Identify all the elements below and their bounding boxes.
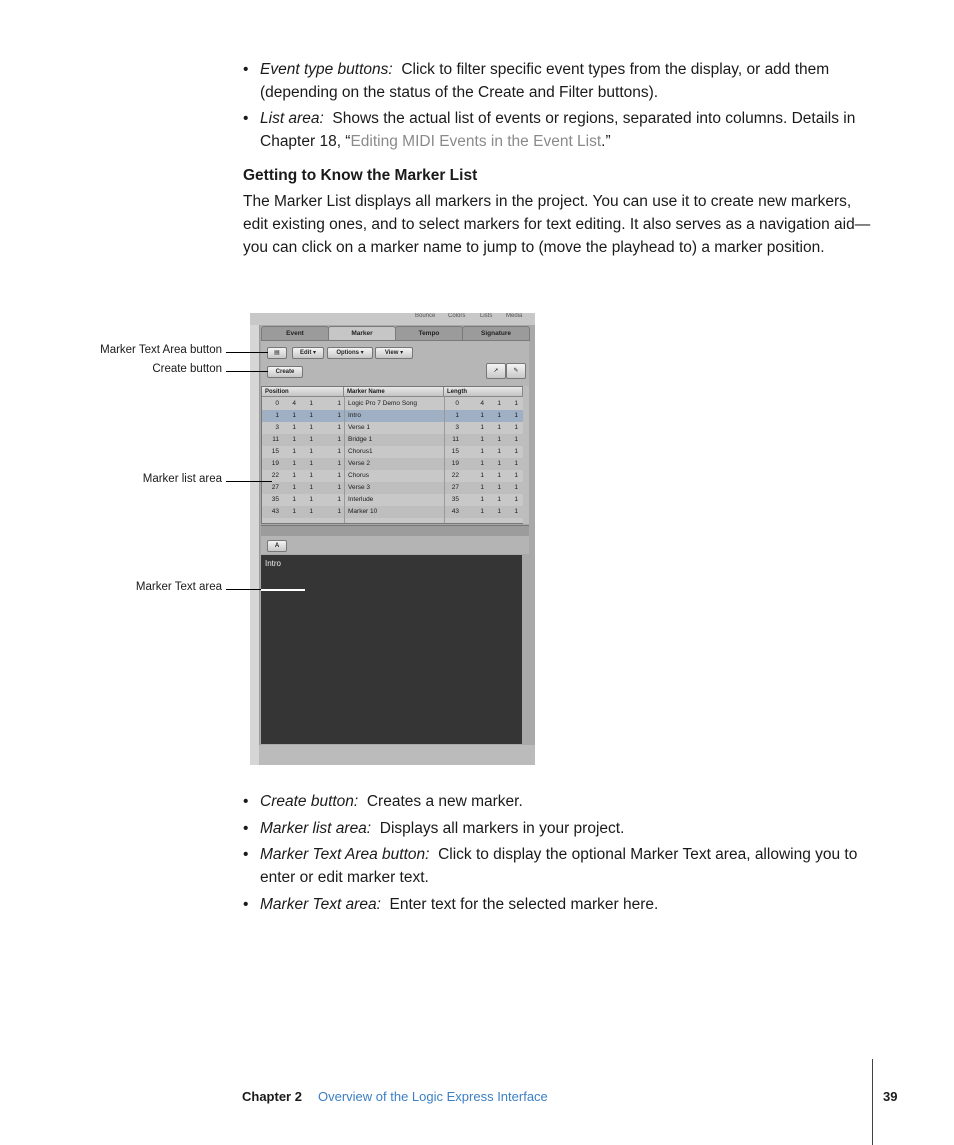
chapter-link[interactable]: Editing MIDI Events in the Event List [350, 133, 602, 150]
length-cell: 22 [451, 472, 459, 479]
position-cell: 1 [292, 496, 296, 503]
marker-name-cell[interactable]: Verse 2 [348, 460, 371, 467]
marker-row[interactable] [262, 506, 523, 518]
length-cell: 11 [452, 436, 459, 443]
length-cell: 1 [497, 424, 501, 431]
bullet-label: Marker Text Area button: [260, 846, 430, 863]
length-cell: 1 [514, 472, 518, 479]
length-cell: 1 [455, 412, 459, 419]
bullet-marker-text-area-button: • Marker Text Area button: Click to display the optional Marker Text area, allowing you to enter or edit marker text. [243, 846, 858, 886]
top-menu-bar [250, 313, 535, 325]
marker-name-cell[interactable]: Bridge 1 [348, 436, 373, 443]
column-header-length[interactable]: Length [444, 387, 523, 397]
create-button[interactable]: Create [267, 366, 303, 378]
bullet-create-button: • Create button: Creates a new marker. [243, 793, 523, 810]
position-cell: 15 [271, 448, 279, 455]
bullet-label: Event type buttons: [260, 61, 393, 78]
bullet-text: Enter text for the selected marker here. [389, 896, 659, 913]
length-cell: 1 [497, 484, 501, 491]
bullet-marker-list-area: • Marker list area: Displays all markers in your project. [243, 820, 625, 837]
position-cell: 4 [292, 400, 296, 407]
position-cell: 43 [271, 508, 279, 515]
length-cell: 3 [455, 424, 459, 431]
marker-name-cell[interactable]: Verse 1 [348, 424, 371, 431]
bullet-text: Click to filter specific event types from the display, or add them (depending on the status of the Create and Filter buttons). [260, 61, 830, 101]
position-cell: 1 [292, 484, 296, 491]
length-cell: 1 [497, 448, 501, 455]
menu-colors[interactable]: Colors [448, 313, 466, 319]
bullet-label: List area: [260, 110, 324, 127]
marker-row[interactable] [262, 398, 523, 410]
callout-list-area: Marker list area [142, 473, 222, 485]
length-cell: 1 [514, 484, 518, 491]
position-cell: 1 [292, 436, 296, 443]
tab-tempo[interactable]: Tempo [395, 326, 463, 341]
tab-marker[interactable]: Marker [328, 326, 396, 341]
position-cell: 1 [337, 400, 341, 407]
length-cell: 35 [451, 496, 459, 503]
section-paragraph: The Marker List displays all markers in the project. You can use it to create new markers, edit existing ones, and to select markers for text editing. It also serves as a navigation aid—you can click on a marker name to jump to (move the playhead to) a marker position. [243, 193, 871, 256]
position-cell: 1 [309, 412, 313, 419]
position-cell: 1 [292, 472, 296, 479]
position-cell: 1 [337, 424, 341, 431]
footer-divider [872, 1059, 873, 1145]
position-cell: 11 [272, 436, 279, 443]
length-cell: 1 [480, 448, 484, 455]
bullet-label: Create button: [260, 793, 359, 810]
marker-name-cell[interactable]: Chorus [348, 472, 369, 479]
list-scrollbar[interactable] [523, 386, 529, 524]
length-cell: 4 [480, 400, 484, 407]
marker-row[interactable] [262, 482, 523, 494]
length-cell: 1 [480, 496, 484, 503]
length-cell: 1 [514, 436, 518, 443]
edit-menu-button[interactable]: Edit ▾ [292, 347, 324, 359]
bullet-text: Click to display the optional Marker Text area, allowing you to enter or edit marker text. [260, 846, 858, 886]
tab-signature[interactable]: Signature [462, 326, 530, 341]
marker-list-area [261, 386, 524, 524]
marker-row[interactable] [262, 446, 523, 458]
length-cell: 1 [480, 412, 484, 419]
length-cell: 43 [451, 508, 459, 515]
marker-name-cell[interactable]: Logic Pro 7 Demo Song [348, 400, 418, 407]
marker-row[interactable] [262, 422, 523, 434]
position-cell: 1 [292, 460, 296, 467]
length-cell: 1 [480, 436, 484, 443]
length-cell: 27 [451, 484, 459, 491]
text-format-button[interactable]: A [267, 540, 287, 552]
bullet-text: Creates a new marker. [366, 793, 523, 810]
marker-row[interactable] [262, 434, 523, 446]
position-cell: 0 [275, 400, 279, 407]
length-cell: 1 [514, 508, 518, 515]
position-cell: 22 [271, 472, 279, 479]
length-cell: 1 [497, 496, 501, 503]
options-menu-button[interactable]: Options ▾ [327, 347, 373, 359]
length-cell: 1 [480, 508, 484, 515]
pencil-tool-icon[interactable]: ✎ [506, 363, 526, 379]
marker-name-cell[interactable]: Chorus1 [348, 448, 373, 455]
position-cell: 1 [292, 424, 296, 431]
menu-bounce[interactable]: Bounce [415, 313, 436, 319]
callout-create-button: Create button [152, 363, 222, 375]
marker-name-cell[interactable]: Intro [348, 412, 362, 419]
length-cell: 1 [480, 424, 484, 431]
position-cell: 1 [337, 460, 341, 467]
position-cell: 1 [337, 412, 341, 419]
position-cell: 1 [309, 448, 313, 455]
position-cell: 1 [337, 436, 341, 443]
marker-text: Intro [265, 559, 282, 568]
bullet-label: Marker Text area: [260, 896, 381, 913]
marker-row[interactable] [262, 458, 523, 470]
length-cell: 1 [497, 508, 501, 515]
position-cell: 3 [275, 424, 279, 431]
left-edge-panel [250, 325, 260, 765]
text-area-toolbar [261, 536, 529, 554]
position-cell: 1 [337, 508, 341, 515]
marker-name-cell[interactable]: Interlude [348, 496, 374, 503]
length-cell: 1 [514, 448, 518, 455]
section-heading: Getting to Know the Marker List [243, 167, 478, 184]
column-header-position[interactable]: Position [262, 387, 344, 397]
marker-row[interactable] [262, 470, 523, 482]
position-cell: 27 [271, 484, 279, 491]
callout-text-area-button: Marker Text Area button [100, 344, 222, 356]
length-cell: 1 [514, 412, 518, 419]
length-cell: 1 [480, 484, 484, 491]
position-cell: 1 [309, 484, 313, 491]
position-cell: 1 [337, 496, 341, 503]
marker-text-area[interactable] [261, 555, 522, 744]
marker-name-cell[interactable]: Marker 10 [348, 508, 378, 515]
position-cell: 1 [309, 508, 313, 515]
page-number: 39 [883, 1089, 898, 1104]
footer-chapter: Chapter 2 [242, 1089, 302, 1104]
menu-media[interactable]: Media [506, 313, 523, 319]
bullet-event-type-buttons: • Event type buttons: Click to filter specific event types from the display, or add them (depending on the status of the Create and Filter buttons). [243, 61, 830, 101]
toolbar [261, 341, 529, 387]
position-cell: 1 [309, 424, 313, 431]
tab-event[interactable]: Event [261, 326, 329, 341]
marker-name-cell[interactable]: Verse 3 [348, 484, 371, 491]
position-cell: 19 [271, 460, 279, 467]
length-cell: 1 [514, 496, 518, 503]
position-cell: 1 [292, 412, 296, 419]
marker-row[interactable] [262, 410, 523, 422]
length-cell: 15 [451, 448, 459, 455]
position-cell: 1 [309, 460, 313, 467]
length-cell: 1 [497, 412, 501, 419]
menu-lists[interactable]: Lists [480, 313, 493, 319]
length-cell: 1 [514, 400, 518, 407]
footer-chapter-title[interactable]: Overview of the Logic Express Interface [318, 1089, 548, 1104]
marker-text-area-button[interactable]: ▤ [267, 347, 287, 359]
bullet-label: Marker list area: [260, 820, 372, 837]
bullet-text: Shows the actual list of events or regions, separated into columns. Details in Chapter 18, “ [260, 110, 856, 150]
length-cell: 1 [497, 400, 501, 407]
length-cell: 1 [480, 460, 484, 467]
bullet-marker-text-area: • Marker Text area: Enter text for the selected marker here. [243, 896, 659, 913]
pointer-tool-icon[interactable]: ➚ [486, 363, 506, 379]
length-cell: 1 [497, 460, 501, 467]
position-cell: 1 [337, 472, 341, 479]
view-menu-button[interactable]: View ▾ [375, 347, 413, 359]
position-cell: 1 [292, 508, 296, 515]
length-cell: 1 [514, 424, 518, 431]
tab-bar [261, 326, 529, 340]
length-cell: 19 [451, 460, 459, 467]
position-cell: 1 [309, 400, 313, 407]
callout-text-area: Marker Text area [135, 581, 222, 593]
length-cell: 1 [514, 460, 518, 467]
position-cell: 1 [309, 436, 313, 443]
position-cell: 1 [292, 448, 296, 455]
length-cell: 1 [497, 472, 501, 479]
marker-row[interactable] [262, 494, 523, 506]
length-cell: 1 [480, 472, 484, 479]
length-cell: 0 [455, 400, 459, 407]
position-cell: 1 [275, 412, 279, 419]
length-cell: 1 [497, 436, 501, 443]
position-cell: 35 [271, 496, 279, 503]
bullet-list-area: • List area: Shows the actual list of events or regions, separated into columns. Details in Chapter 18, “Editing MIDI Events in the Event List.” [243, 110, 856, 150]
position-cell: 1 [337, 484, 341, 491]
column-header-marker-name[interactable]: Marker Name [344, 387, 444, 397]
position-cell: 1 [309, 472, 313, 479]
position-cell: 1 [309, 496, 313, 503]
marker-list-screenshot [250, 313, 535, 765]
position-cell: 1 [337, 448, 341, 455]
bullet-text: Displays all markers in your project. [379, 820, 625, 837]
